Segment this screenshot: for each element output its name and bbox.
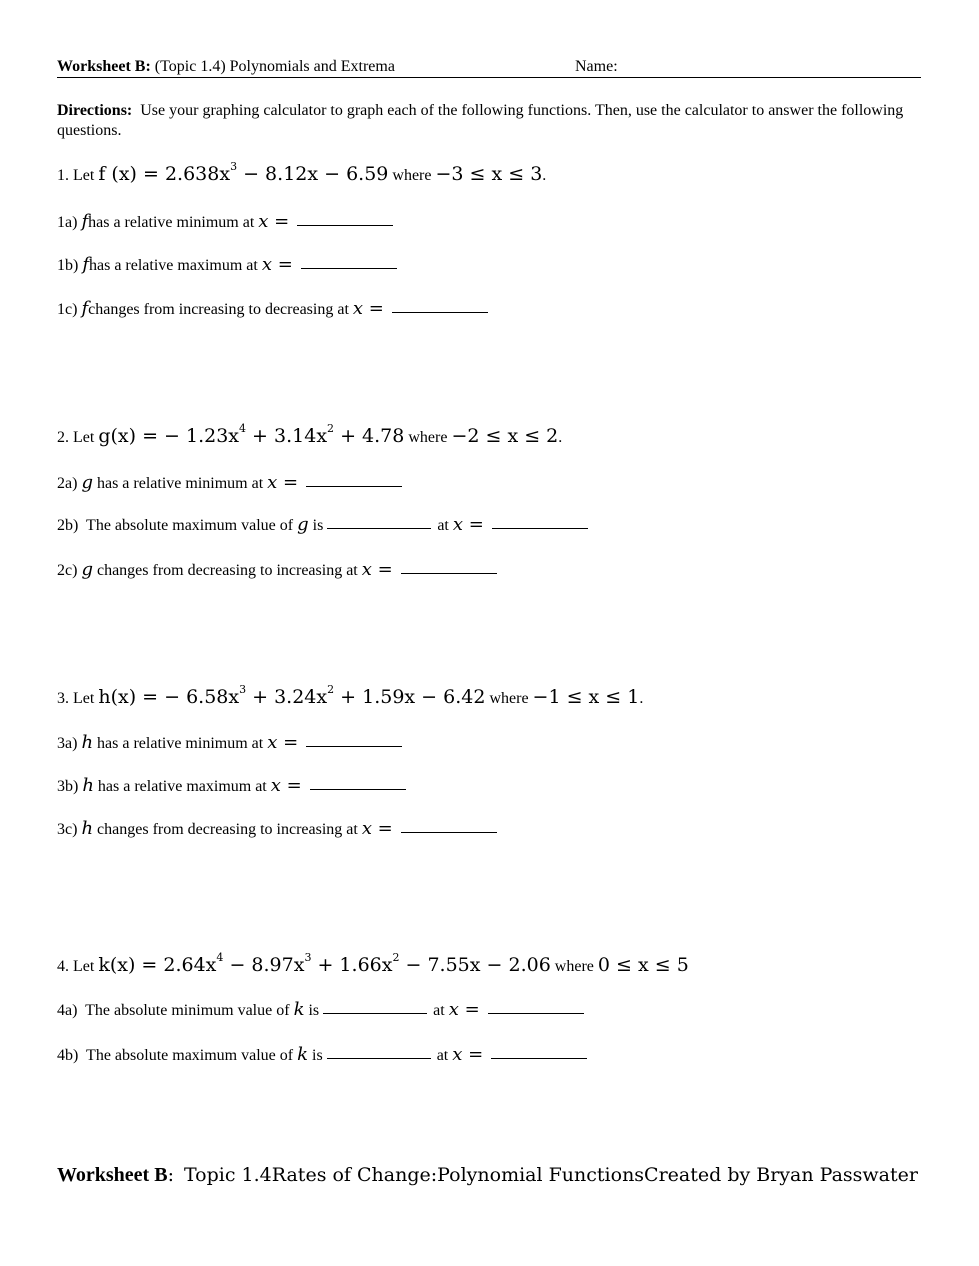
q1c-label: 1c) <box>57 301 78 318</box>
p2-func: g(x) = − 1.23x <box>98 425 240 447</box>
p3-rest: + 1.59x − 6.42 <box>334 686 486 708</box>
q3b-xeq: x = <box>270 775 302 796</box>
q2c-xeq: x = <box>361 559 393 580</box>
q2a-label: 2a) <box>57 475 78 492</box>
problem-2-function <box>98 422 405 447</box>
problem-2-intro: 2. Let <box>57 429 95 446</box>
problem-4-statement <box>57 951 689 976</box>
q4a-label: 4a) <box>57 1002 78 1019</box>
q2a-xeq: x = <box>267 472 299 493</box>
q4a-text: The absolute minimum value of <box>85 1002 290 1019</box>
q3c-label: 3c) <box>57 821 78 838</box>
p2-period: . <box>558 429 563 446</box>
q3b-var: h <box>82 775 94 796</box>
q3a-label: 3a) <box>57 735 78 752</box>
q3a-xeq: x = <box>267 732 299 753</box>
answer-blank-2a[interactable] <box>306 486 402 487</box>
q3c-var: h <box>81 818 94 839</box>
answer-blank-2b-x[interactable] <box>492 528 588 529</box>
q4b-text: The absolute maximum value of <box>86 1047 294 1064</box>
p1-exp: 3 <box>230 160 238 173</box>
directions-text: Use your graphing calculator to graph each of the following functions. Then, use the calculator to answer the following questions. <box>57 102 904 139</box>
problem-4-intro: 4. Let <box>57 958 95 975</box>
footer-colon: : <box>167 1164 174 1186</box>
q1c-text: changes from increasing to decreasing at <box>88 301 349 318</box>
p3-func: h(x) = − 6.58x <box>98 686 240 708</box>
q4b-is: is <box>312 1047 323 1064</box>
problem-3-statement <box>57 683 644 708</box>
q2b-text: The absolute maximum value of <box>86 517 294 534</box>
directions <box>57 101 923 141</box>
question-2a <box>57 472 402 493</box>
q4b-var: k <box>297 1044 309 1065</box>
q4a-var: k <box>293 999 305 1020</box>
p2-mid: + 3.14x <box>246 425 328 447</box>
question-3c <box>57 818 497 839</box>
question-4b <box>57 1044 587 1065</box>
q1b-var: f <box>82 254 89 275</box>
answer-blank-4a-value[interactable] <box>323 1013 427 1014</box>
q2b-is: is <box>312 517 324 534</box>
q1c-xeq: x = <box>352 298 384 319</box>
problem-4-function <box>98 951 551 976</box>
q1a-xeq: x = <box>258 211 290 232</box>
q1a-label: 1a) <box>57 214 78 231</box>
p4-where: where <box>554 958 594 975</box>
p2-where: where <box>408 429 448 446</box>
q1b-xeq: x = <box>261 254 293 275</box>
q3c-text: changes from decreasing to increasing at <box>97 821 358 838</box>
answer-blank-1a[interactable] <box>297 225 393 226</box>
name-label: Name: <box>575 58 618 75</box>
answer-blank-2b-value[interactable] <box>327 528 431 529</box>
question-3b <box>57 775 406 796</box>
answer-blank-1c[interactable] <box>392 312 488 313</box>
p4-mid1: − 8.97x <box>223 954 305 976</box>
q3a-var: h <box>81 732 94 753</box>
question-4a <box>57 999 584 1020</box>
q1c-var: f <box>81 298 89 319</box>
q1b-text: has a relative maximum at <box>89 257 258 274</box>
answer-blank-2c[interactable] <box>401 573 497 574</box>
problem-3-intro: 3. Let <box>57 690 95 707</box>
q1a-text: has a relative minimum at <box>88 214 255 231</box>
p3-where: where <box>489 690 529 707</box>
problem-1-statement <box>57 160 547 185</box>
q2b-var: g <box>297 514 309 535</box>
p4-func: k(x) = 2.64x <box>98 954 217 976</box>
name-line <box>57 77 921 78</box>
p3-domain: −1 ≤ x ≤ 1 <box>532 686 640 708</box>
question-3a <box>57 732 402 753</box>
answer-blank-3c[interactable] <box>401 832 497 833</box>
footer <box>57 1164 918 1187</box>
p2-rest: + 4.78 <box>334 425 405 447</box>
worksheet-header <box>57 58 395 76</box>
q4a-xeq: x = <box>448 999 480 1020</box>
q2b-at: at <box>437 517 449 534</box>
p2-domain: −2 ≤ x ≤ 2 <box>451 425 559 447</box>
question-1c <box>57 298 488 319</box>
p4-exp3: 2 <box>392 951 400 964</box>
p1-rest: − 8.12x − 6.59 <box>237 163 389 185</box>
p3-mid: + 3.24x <box>246 686 328 708</box>
worksheet-label: Worksheet B: <box>57 58 151 75</box>
answer-blank-4b-x[interactable] <box>491 1058 587 1059</box>
q4b-label: 4b) <box>57 1047 79 1064</box>
p4-exp1: 4 <box>216 951 224 964</box>
p3-exp2: 2 <box>327 683 335 696</box>
answer-blank-3b[interactable] <box>310 789 406 790</box>
q3b-text: has a relative maximum at <box>97 778 267 795</box>
p3-exp1: 3 <box>239 683 247 696</box>
question-2b <box>57 514 588 535</box>
p3-period: . <box>639 690 644 707</box>
q1b-label: 1b) <box>57 257 79 274</box>
p2-exp1: 4 <box>239 422 247 435</box>
p4-exp2: 3 <box>304 951 312 964</box>
problem-2-statement <box>57 422 563 447</box>
q4a-at: at <box>433 1002 445 1019</box>
q3b-label: 3b) <box>57 778 79 795</box>
p1-domain: −3 ≤ x ≤ 3 <box>435 163 543 185</box>
q2a-var: g <box>81 472 93 493</box>
worksheet-topic: (Topic 1.4) Polynomials and Extrema <box>154 58 395 75</box>
p4-domain: 0 ≤ x ≤ 5 <box>597 954 689 976</box>
problem-1-intro: 1. Let <box>57 167 95 184</box>
footer-text: Topic 1.4Rates of Change:Polynomial FunctionsCreated by Bryan Passwater <box>183 1164 918 1186</box>
q4b-at: at <box>436 1047 449 1064</box>
p1-period: . <box>542 167 547 184</box>
problem-1-function <box>98 160 389 185</box>
p4-rest: − 7.55x − 2.06 <box>399 954 551 976</box>
answer-blank-3a[interactable] <box>306 746 402 747</box>
q3a-text: has a relative minimum at <box>97 735 264 752</box>
q4b-xeq: x = <box>452 1044 484 1065</box>
q2b-xeq: x = <box>452 514 484 535</box>
p1-func: f (x) = 2.638x <box>98 163 231 185</box>
q3c-xeq: x = <box>361 818 393 839</box>
q2a-text: has a relative minimum at <box>96 475 264 492</box>
q1a-var: f <box>81 211 89 232</box>
q2b-label: 2b) <box>57 517 79 534</box>
question-1b <box>57 254 397 275</box>
problem-3-function <box>98 683 486 708</box>
q2c-var: g <box>81 559 93 580</box>
answer-blank-1b[interactable] <box>301 268 397 269</box>
p1-where: where <box>392 167 432 184</box>
answer-blank-4b-value[interactable] <box>327 1058 431 1059</box>
question-1a <box>57 211 393 232</box>
p4-mid2: + 1.66x <box>311 954 393 976</box>
q2c-text: changes from decreasing to increasing at <box>96 562 358 579</box>
q2c-label: 2c) <box>57 562 78 579</box>
answer-blank-4a-x[interactable] <box>488 1013 584 1014</box>
footer-bold: Worksheet B <box>57 1164 168 1186</box>
p2-exp2: 2 <box>327 422 335 435</box>
q4a-is: is <box>308 1002 320 1019</box>
directions-label: Directions: <box>57 102 133 119</box>
question-2c <box>57 559 497 580</box>
